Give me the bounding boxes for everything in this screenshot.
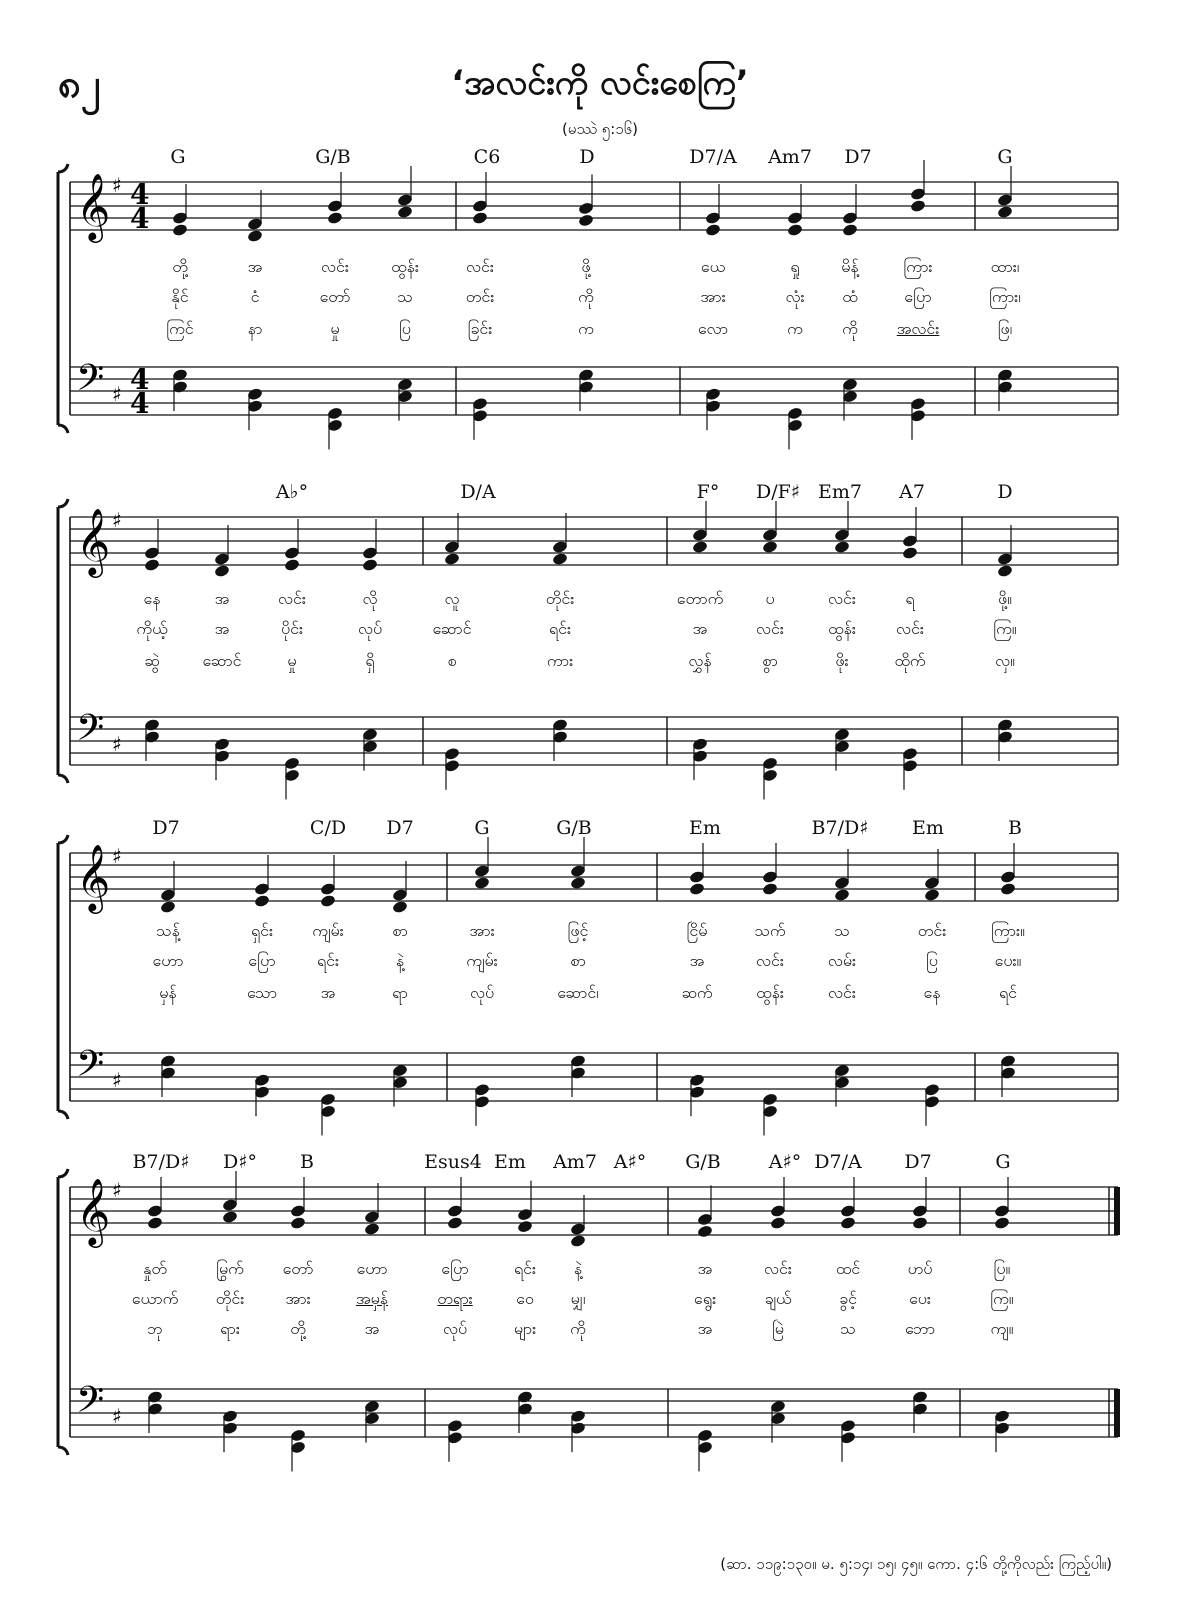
lyric-syllable: အ <box>692 619 708 638</box>
time-signature-bottom: 4 <box>130 202 150 235</box>
lyric-syllable: ထွန်း <box>828 619 856 638</box>
lyric-syllable: နှုတ် <box>143 1259 167 1278</box>
lyric-syllable: ဘော <box>904 1319 936 1338</box>
lyric-syllable: လင်း <box>764 1259 792 1278</box>
treble-notehead <box>222 1210 239 1224</box>
chord-symbol: D/F♯ <box>755 481 801 503</box>
lyric-syllable: တင်း <box>465 287 495 306</box>
lyric-syllable: ထွန်း <box>391 257 419 276</box>
chord-symbol: B7/D♯ <box>811 817 869 839</box>
lyric-syllable: ကား <box>546 651 574 670</box>
lyric-syllable: သော <box>246 983 278 1002</box>
lyric-syllable: အ <box>689 951 705 970</box>
chord-symbol: C6 <box>473 146 501 168</box>
lyric-syllable: ပိုင်း <box>280 619 304 638</box>
chord-symbol: B <box>300 1151 314 1173</box>
lyric-syllable: ဟော <box>356 1259 388 1278</box>
lyric-syllable: ကြား <box>903 257 933 276</box>
sharp-key-signature: ♯ <box>112 1178 122 1202</box>
lyric-syllable: ထံ <box>842 287 858 306</box>
chord-symbol: A7 <box>899 481 925 503</box>
sharp-key-signature: ♯ <box>112 732 122 756</box>
lyric-syllable: အ <box>247 257 263 276</box>
lyric-syllable: အ <box>364 1319 380 1338</box>
lyric-syllable: လင်း <box>278 589 306 608</box>
treble-notehead <box>327 211 344 225</box>
lyric-syllable: ထား၊ <box>990 257 1020 276</box>
sharp-key-signature: ♯ <box>112 382 122 406</box>
chord-symbol: G <box>170 146 186 168</box>
treble-notehead <box>834 888 851 902</box>
lyric-syllable: တော် <box>319 287 351 306</box>
lyric-syllable: ယောက် <box>131 1289 179 1308</box>
lyric-syllable: ခြင်း <box>467 319 493 338</box>
chord-symbol: Am7 <box>768 146 812 168</box>
system-bracket <box>58 835 68 1119</box>
lyric-syllable: မှန် <box>159 983 177 1002</box>
lyric-syllable: ထင် <box>835 1259 861 1278</box>
lyric-syllable: လင်း <box>321 257 349 276</box>
chord-symbol: D <box>579 146 595 168</box>
lyric-syllable: နေ <box>923 983 941 1002</box>
lyric-syllable: မှု <box>287 651 297 670</box>
treble-clef-icon: 𝄞 <box>76 843 111 911</box>
lyric-syllable: လုံး <box>785 287 805 306</box>
treble-notehead <box>1000 882 1017 896</box>
treble-notehead <box>254 894 271 908</box>
lyric-syllable: လင်း <box>828 983 856 1002</box>
chord-symbol: G/B <box>315 146 351 168</box>
treble-notehead <box>444 552 461 566</box>
lyric-syllable: ဖိုး <box>835 651 849 670</box>
sharp-key-signature: ♯ <box>112 844 122 868</box>
time-signature-top: 4 <box>130 178 150 211</box>
lyric-syllable: ပ <box>765 589 775 608</box>
bass-clef-icon: 𝄢 <box>76 707 105 758</box>
treble-notehead <box>160 900 177 914</box>
lyric-syllable: ကျမ်း <box>312 921 344 940</box>
lyric-syllable: လမ်း <box>827 951 857 970</box>
treble-notehead <box>578 213 595 227</box>
lyric-syllable: ဆွဲ <box>144 651 160 670</box>
final-barline <box>1114 1187 1120 1235</box>
lyric-syllable: ဘု <box>147 1319 163 1338</box>
treble-notehead <box>397 205 414 219</box>
treble-notehead <box>144 558 161 572</box>
lyric-syllable: ရာ <box>392 983 408 1002</box>
treble-notehead <box>762 540 779 554</box>
lyric-syllable: ရင်း <box>513 1259 537 1278</box>
treble-notehead <box>147 1216 164 1230</box>
lyric-syllable: ပြော <box>441 1259 469 1278</box>
treble-notehead <box>842 223 859 237</box>
lyric-syllable: ငြိမ် <box>686 921 708 940</box>
lyric-syllable: ကြင် <box>166 319 194 338</box>
lyric-syllable: တိုင်း <box>215 1289 245 1308</box>
chord-symbol: C/D <box>309 817 347 839</box>
treble-notehead <box>247 229 264 243</box>
lyric-syllable: ကြ။ <box>993 619 1017 638</box>
system-bracket <box>58 499 68 783</box>
lyric-syllable: ရှိ <box>365 651 375 670</box>
treble-notehead <box>570 876 587 890</box>
lyric-syllable: လင်း <box>756 619 784 638</box>
treble-notehead <box>362 558 379 572</box>
treble-notehead <box>924 888 941 902</box>
lyric-syllable: တင်း <box>917 921 947 940</box>
lyric-syllable: နေ <box>143 589 161 608</box>
treble-notehead <box>834 540 851 554</box>
chord-symbol: G <box>997 146 1013 168</box>
lyric-syllable: သ <box>397 287 413 306</box>
lyric-syllable: ဟပ် <box>907 1259 933 1278</box>
chord-symbol: Em <box>689 817 721 839</box>
lyric-syllable: ဝေ <box>516 1289 534 1308</box>
sharp-key-signature: ♯ <box>112 173 122 197</box>
lyric-syllable: စာ <box>570 951 586 970</box>
lyric-syllable: စာ <box>392 921 408 940</box>
lyric-syllable: ဆက် <box>681 983 713 1002</box>
lyric-syllable: ထိုက် <box>894 651 926 670</box>
chord-symbol: D7 <box>152 817 180 839</box>
lyric-syllable: လင်း <box>828 589 856 608</box>
lyric-syllable: လို <box>362 589 378 608</box>
lyric-syllable: အား <box>700 287 726 306</box>
lyric-syllable: ဆောင် <box>432 619 472 638</box>
lyric-syllable: ကို <box>842 319 858 338</box>
chord-symbol: D♯° <box>223 1151 257 1173</box>
treble-notehead <box>787 223 804 237</box>
lyric-syllable: ရင်း <box>548 619 572 638</box>
lyric-syllable: တောက် <box>676 589 724 608</box>
lyric-syllable: အ <box>697 1259 713 1278</box>
lyric-syllable: အ <box>214 619 230 638</box>
treble-notehead <box>517 1220 534 1234</box>
lyric-syllable: သက် <box>754 921 786 940</box>
lyric-syllable: လွှန် <box>688 651 712 670</box>
lyric-syllable: ကျ။ <box>990 1319 1014 1338</box>
chord-symbol: D7 <box>386 817 414 839</box>
chord-symbol: A♯° <box>768 1151 802 1173</box>
chord-symbol: D7/A <box>689 146 737 168</box>
lyric-syllable: များ <box>513 1319 537 1338</box>
chord-symbol: G/B <box>556 817 592 839</box>
lyric-syllable: ဆောင်၊ <box>557 983 599 1002</box>
treble-notehead <box>320 894 337 908</box>
sharp-key-signature: ♯ <box>112 1068 122 1092</box>
chord-symbol: D7 <box>904 1151 932 1173</box>
lyric-syllable: ကြ။ <box>990 1289 1014 1308</box>
lyric-syllable: ရား <box>220 1319 240 1338</box>
treble-notehead <box>762 882 779 896</box>
lyric-syllable: နိုင် <box>171 287 189 306</box>
time-signature-bottom: 4 <box>130 387 150 420</box>
chord-symbol: D <box>997 481 1013 503</box>
lyric-syllable: က <box>787 319 803 338</box>
hymn-number: ၈၂ <box>58 61 101 107</box>
treble-notehead <box>392 900 409 914</box>
treble-notehead <box>689 882 706 896</box>
lyric-syllable: ကို <box>578 287 594 306</box>
lyric-syllable: ဖို့ <box>581 257 591 276</box>
treble-notehead <box>910 199 927 213</box>
treble-notehead <box>290 1216 307 1230</box>
lyric-syllable: က <box>578 319 594 338</box>
lyric-syllable: အလင်း <box>896 319 940 338</box>
treble-notehead <box>697 1224 714 1238</box>
lyric-syllable: ရှင်း <box>250 921 274 940</box>
chord-symbol: G <box>995 1151 1011 1173</box>
treble-notehead <box>172 223 189 237</box>
lyric-syllable: ရွေး <box>693 1289 717 1308</box>
lyric-syllable: ကြား။ <box>991 921 1025 940</box>
lyric-syllable: လုပ် <box>357 619 383 638</box>
lyric-syllable: ဟော <box>152 951 184 970</box>
treble-clef-icon: 𝄞 <box>76 172 111 240</box>
lyric-syllable: ရင်း <box>316 951 340 970</box>
lyric-syllable: ပြ။ <box>993 1259 1011 1278</box>
chord-symbol: G/B <box>685 1151 721 1173</box>
lyric-syllable: သ <box>834 921 850 940</box>
chord-symbol: Am7 <box>553 1151 597 1173</box>
lyric-syllable: ပေး။ <box>994 951 1022 970</box>
chord-symbol: B <box>1008 817 1022 839</box>
lyric-syllable: ရင် <box>998 983 1018 1002</box>
time-signature-top: 4 <box>130 363 150 396</box>
lyric-syllable: အ <box>214 589 230 608</box>
lyric-syllable: ဖြင့် <box>567 921 589 940</box>
lyric-syllable: အား <box>469 921 495 940</box>
lyric-syllable: သ <box>840 1319 856 1338</box>
lyric-syllable: နဲ့ <box>395 951 405 970</box>
lyric-syllable: တို့ <box>172 257 188 276</box>
lyric-syllable: မှု <box>330 319 340 338</box>
treble-notehead <box>997 205 1014 219</box>
treble-notehead <box>770 1216 787 1230</box>
lyric-syllable: စွာ <box>762 651 778 670</box>
lyric-syllable: တရား <box>437 1289 473 1308</box>
treble-notehead <box>474 876 491 890</box>
lyric-syllable: ပြ <box>399 319 411 338</box>
treble-notehead <box>902 546 919 560</box>
lyric-syllable: တိုင်း <box>545 589 575 608</box>
chord-symbol: Em <box>494 1151 526 1173</box>
chord-symbol: Em7 <box>818 481 862 503</box>
treble-notehead <box>994 1216 1011 1230</box>
lyric-syllable: ကျမ်း <box>466 951 498 970</box>
lyric-syllable: ခွင့် <box>839 1289 857 1308</box>
lyric-syllable: ရှု <box>790 257 800 276</box>
lyric-syllable: စ <box>447 651 457 670</box>
chord-symbol: G <box>474 817 490 839</box>
lyric-syllable: သန့် <box>156 921 180 940</box>
lyric-syllable: အ <box>320 983 336 1002</box>
treble-notehead <box>284 558 301 572</box>
lyric-syllable: နဲ့ <box>573 1259 583 1278</box>
bass-clef-icon: 𝄢 <box>76 357 105 408</box>
lyric-syllable: ကြား၊ <box>989 287 1021 306</box>
chord-symbol: D/A <box>460 481 496 503</box>
treble-notehead <box>705 223 722 237</box>
lyric-syllable: လုပ် <box>442 1319 468 1338</box>
lyric-syllable: ဖို့။ <box>998 589 1012 608</box>
lyric-syllable: လင်း <box>896 619 924 638</box>
chord-symbol: Em <box>912 817 944 839</box>
lyric-syllable: ယေ <box>700 257 726 276</box>
lyric-syllable: တော် <box>282 1259 314 1278</box>
lyric-syllable: ကို <box>570 1319 586 1338</box>
lyric-syllable: ကိုယ့် <box>136 619 168 638</box>
chord-symbol: D7/A <box>814 1151 862 1173</box>
treble-notehead <box>997 564 1014 578</box>
lyric-syllable: အမှန် <box>355 1289 389 1308</box>
chord-symbol: A♭° <box>275 481 309 503</box>
lyric-syllable: တို့ <box>290 1319 306 1338</box>
system-bracket <box>58 1169 68 1455</box>
system-bracket <box>58 164 68 433</box>
lyric-syllable: လင်း <box>466 257 494 276</box>
lyric-syllable: လုပ် <box>469 983 495 1002</box>
lyric-syllable: လူ <box>444 589 460 608</box>
lyric-syllable: မြွက် <box>216 1259 244 1278</box>
lyric-syllable: ပြော <box>904 287 932 306</box>
lyric-syllable: အား <box>285 1289 311 1308</box>
lyric-syllable: ငံ <box>250 287 260 306</box>
treble-notehead <box>364 1222 381 1236</box>
chord-symbol: Esus4 <box>424 1151 482 1173</box>
lyric-syllable: လော <box>697 319 729 338</box>
treble-notehead <box>214 564 231 578</box>
lyric-syllable: ချယ် <box>764 1289 792 1308</box>
cross-references-footer: (ဆာ. ၁၁၉:၁၃၀။ မ. ၅:၁၄၊ ၁၅၊ ၄၅။ ကော. ၄:၆ တို့ကိုလည်း ကြည့်ပါ။) <box>720 1555 1112 1573</box>
lyric-syllable: မိန့် <box>841 257 859 276</box>
chord-symbol: A♯° <box>613 1151 647 1173</box>
bass-clef-icon: 𝄢 <box>76 1043 105 1094</box>
chord-symbol: D7 <box>844 146 872 168</box>
chord-symbol: F° <box>696 481 720 503</box>
chord-symbol: B7/D♯ <box>132 1151 190 1173</box>
treble-clef-icon: 𝄞 <box>76 507 111 575</box>
lyric-syllable: ပေး <box>909 1289 931 1308</box>
lyric-syllable: လှ။ <box>995 651 1015 670</box>
bass-clef-icon: 𝄢 <box>76 1379 105 1430</box>
treble-clef-icon: 𝄞 <box>76 1177 111 1245</box>
sharp-key-signature: ♯ <box>112 1404 122 1428</box>
lyric-syllable: ဆောင် <box>202 651 242 670</box>
final-barline <box>1114 1389 1120 1437</box>
treble-notehead <box>692 540 709 554</box>
scripture-reference: (မဿဲ ၅:၁၆) <box>561 120 639 138</box>
lyric-syllable: မြဲ <box>772 1319 784 1338</box>
lyric-syllable: ဖြ၊ <box>997 319 1013 338</box>
lyric-syllable: အ <box>697 1319 713 1338</box>
lyric-syllable: နာ <box>247 319 263 338</box>
treble-notehead <box>472 211 489 225</box>
treble-notehead <box>552 552 569 566</box>
treble-notehead <box>447 1216 464 1230</box>
hymn-title: ‘အလင်းကို လင်းစေကြ’ <box>451 63 749 103</box>
lyric-syllable: ပြ <box>926 951 938 970</box>
lyric-syllable: မျှ၊ <box>570 1289 586 1308</box>
lyric-syllable: လင်း <box>756 951 784 970</box>
lyric-syllable: ထွန်း <box>756 983 784 1002</box>
treble-notehead <box>912 1216 929 1230</box>
lyric-syllable: ရ <box>905 589 915 608</box>
treble-notehead <box>570 1234 587 1248</box>
treble-notehead <box>840 1216 857 1230</box>
lyric-syllable: ပြော <box>248 951 276 970</box>
sharp-key-signature: ♯ <box>112 508 122 532</box>
